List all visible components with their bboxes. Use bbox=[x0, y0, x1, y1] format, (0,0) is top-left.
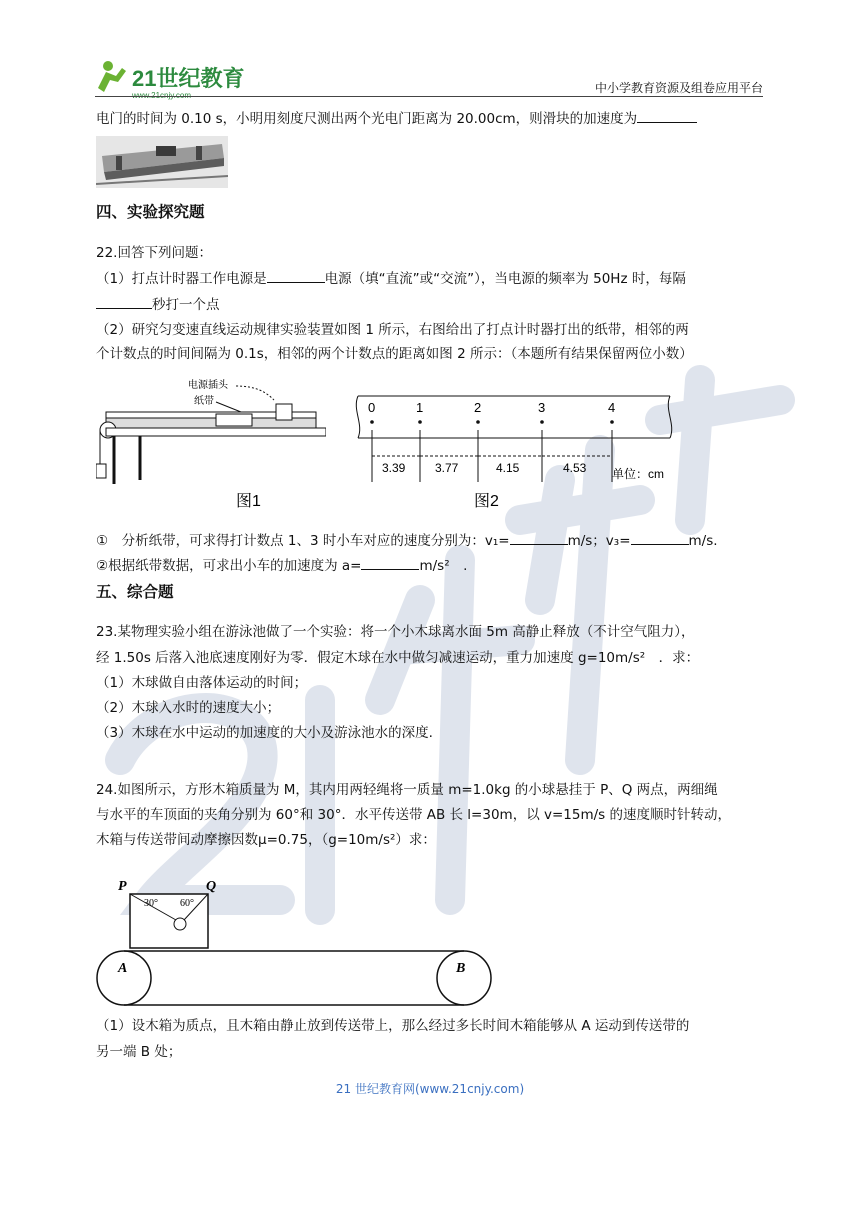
svg-text:30°: 30° bbox=[144, 898, 158, 909]
q24-sub1-line2: 另一端 B 处； bbox=[96, 1044, 182, 1060]
svg-text:60°: 60° bbox=[180, 898, 194, 909]
q24-sub1-line1: （1）设木箱为质点，且木箱由静止放到传送带上，那么经过多长时间木箱能够从 A 运动到传送带的 bbox=[96, 1018, 690, 1034]
q22-stem: 22.回答下列问题： bbox=[96, 245, 212, 261]
q23-sub2: （2）木球入水时的速度大小； bbox=[96, 700, 281, 716]
svg-text:21世纪教育: 21世纪教育 bbox=[132, 66, 245, 91]
q23-line2: 经 1.50s 后落入池底速度刚好为零．假定木球在水中做匀减速运动，重力加速度 g=10m/s² ．求： bbox=[96, 650, 700, 666]
tape-dot bbox=[610, 420, 614, 424]
q22-sub1: ① 分析纸带，可求得打计数点 1、3 时小车对应的速度分别为：v₁= m/s；v₃= m/s. bbox=[96, 530, 718, 551]
q22-part1-cont: 秒打一个点 bbox=[96, 294, 220, 315]
q24-line3: 木箱与传送带间动摩擦因数μ=0.75，（g=10m/s²）求： bbox=[96, 832, 436, 848]
svg-text:Q: Q bbox=[206, 879, 217, 894]
tape-point-label: 3 bbox=[538, 400, 546, 415]
svg-text:A: A bbox=[118, 961, 128, 976]
air-track-photo bbox=[96, 136, 228, 188]
intro-line: 电门的时间为 0.10 s，小明用刻度尺测出两个光电门距离为 20.00cm，则滑块的加速度为 bbox=[96, 108, 697, 129]
tape-point-label: 0 bbox=[368, 400, 376, 415]
svg-text:图1: 图1 bbox=[236, 493, 261, 510]
svg-text:B: B bbox=[456, 961, 466, 976]
svg-text:纸带: 纸带 bbox=[194, 396, 214, 407]
tape-point-label: 4 bbox=[608, 400, 616, 415]
svg-text:单位：cm: 单位：cm bbox=[612, 467, 664, 481]
svg-text:图2: 图2 bbox=[474, 493, 499, 510]
q24-line1: 24.如图所示，方形木箱质量为 M，其内用两轻绳将一质量 m=1.0kg 的小球悬挂于 P、Q 两点，两细绳 bbox=[96, 782, 718, 798]
tape-dot bbox=[476, 420, 480, 424]
q22-part1: （1）打点计时器工作电源是 电源（填“直流”或“交流”），当电源的频率为 50Hz 时，每隔 bbox=[96, 268, 686, 289]
q23-line1: 23.某物理实验小组在游泳池做了一个实验：将一个小木球离水面 5m 高静止释放（不计空气阻力）， bbox=[96, 624, 695, 640]
tape-dot bbox=[540, 420, 544, 424]
distance-label: 4.53 bbox=[563, 461, 587, 475]
header-rule bbox=[95, 96, 763, 97]
tape-point-label: 2 bbox=[474, 400, 482, 415]
q23-sub1: （1）木球做自由落体运动的时间； bbox=[96, 675, 308, 691]
footer-link[interactable]: 21 世纪教育网(www.21cnjy.com) bbox=[335, 1082, 525, 1096]
figure-1-apparatus bbox=[96, 374, 326, 514]
tape-point-label: 1 bbox=[416, 400, 424, 415]
q22-sub2: ②根据纸带数据，可求出小车的加速度为 a= m/s² . bbox=[96, 555, 467, 576]
q23-sub3: （3）木球在水中运动的加速度的大小及游泳池水的深度. bbox=[96, 725, 433, 741]
section-4-title: 四、实验探究题 bbox=[96, 203, 205, 221]
q22-part2-line2: 个计数点的时间间隔为 0.1s，相邻的两个计数点的距离如图 2 所示：（本题所有结果保留两位小数） bbox=[96, 346, 693, 362]
figure-conveyor bbox=[96, 876, 496, 1012]
svg-text:www.21cnjy.com: www.21cnjy.com bbox=[132, 91, 191, 100]
section-5-title: 五、综合题 bbox=[96, 583, 174, 601]
svg-text:P: P bbox=[118, 879, 127, 894]
distance-label: 3.77 bbox=[435, 461, 459, 475]
q24-line2: 与水平的车顶面的夹角分别为 60°和 30°．水平传送带 AB 长 l=30m，以 v=15m/s 的速度顺时针转动， bbox=[96, 807, 731, 823]
platform-name: 中小学教育资源及组卷应用平台 bbox=[594, 81, 763, 95]
site-logo bbox=[92, 58, 262, 100]
distance-label: 3.39 bbox=[382, 461, 406, 475]
tape-dot bbox=[370, 420, 374, 424]
distance-label: 4.15 bbox=[496, 461, 520, 475]
tape-dot bbox=[418, 420, 422, 424]
q22-part2-line1: （2）研究匀变速直线运动规律实验装置如图 1 所示，右图给出了打点计时器打出的纸带，相邻的两 bbox=[96, 322, 689, 338]
figure-2-tape bbox=[350, 390, 680, 514]
svg-text:电源插头: 电源插头 bbox=[188, 380, 228, 391]
